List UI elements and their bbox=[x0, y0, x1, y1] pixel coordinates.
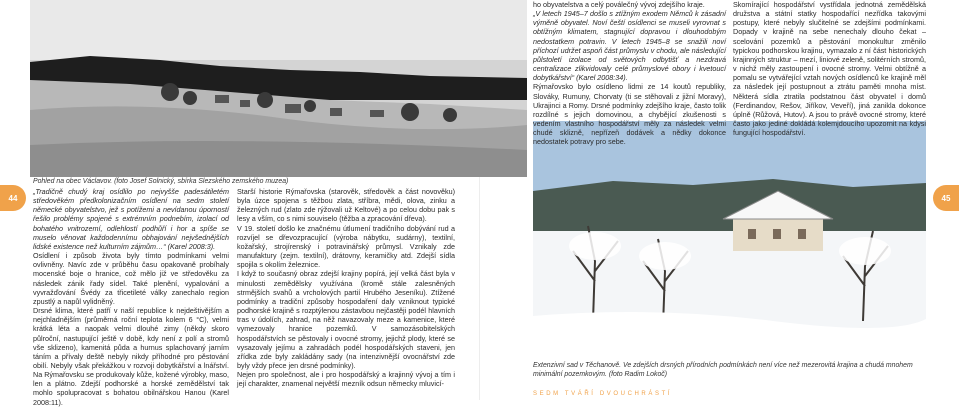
photo-winter-orchard bbox=[533, 121, 926, 356]
paragraph: Osídlení i způsob života byly tímto podmínkami velmi ovlivněny. Navíc zde v průběhu času opakovaně probíhaly mocenské boje o hranice, což mělo již ve středověku za následek zánik řady sídel. Také plenění, vypalování a vyvražďování Švédy za třicetileté války zanechalo region zpustlý a napůl vylidněný. bbox=[33, 251, 229, 306]
paragraph: Drsné klima, které patří v naší republice k nejdeštivějším a nejchladnějším (průměrná roční teplota kolem 6 °C), velmi krátká léta a naopak velmi dlouhé zimy (někdy skoro půlroční, nastupující ještě v době, kdy není z polí a stromů vše sklizeno), kamenitá půda a hurnus splachovaný jarním táním a přívaly deště nebyly nikdy příhodné pro pěstování obilí. Nebyly však překážkou v rozvoji dobytkářství a lnářství. Na Rýmařovsku se produkovaly kůže, kožené výrobky, maso, len a plátno. Zdejší podhorské a horské zemědělství tak mohlo spolupracovat s bohatou obilnářskou Hanou (Karel 2008:11). bbox=[33, 306, 229, 407]
quote-paragraph: „V letech 1945–7 došlo s ztížným exodem Němců k zásadní výměně obyvatel. Noví čeští osídlenci se museli vyrovnat s obtížným klimatem, stagnující dopravou i dlouhodobým nedostatkem potravin. V letech 1945–8 se snažili noví příchozí udržet aspoň část průmyslu v chodu, ale následující půlstoletí izolace od světových odbytišť a nezdravá centralizace zlikvidovaly celé průmyslové obory i kvetoucí dobytkářství“ (Karel 2008:34). bbox=[533, 9, 726, 83]
paragraph: Nejen pro společnost, ale i pro hospodářský a krajinný vývoj a tím i její charakter, znamenal největší mezník odsun německy mluvicí- bbox=[237, 370, 455, 389]
text-column-top-left bbox=[533, 0, 726, 147]
paragraph: Rýmařovsko bylo osídleno lidmi ze 14 koutů republiky, Slováky, Rumuny, Chorvaty (ti se stěhovali z jižní Moravy), Ukrajinci a Romy. Drsné podmínky zdejšího kraje, často tolik rozdílné s jejich domovinou, a chybějící zkušenosti s vedením vlastního hospodářství měly za následek velmi chudé sklizně, nepřízeň dodávek a nědky dokonce nedostatek potravy pro sebe. bbox=[533, 82, 726, 147]
footer-running-title: SEDM TVÁŘÍ DVOUCHRÁSTÍ bbox=[533, 391, 673, 397]
quote-paragraph: „Tradičně chudý kraj osídlilo po nejvyšše padesátiletém středověkém předkolonizačním osídlení na sedm století německé obyvatelstvo, jež s potížemi a nevídanou úporností řešilo problémy spojené s extrémním podnebím, izolací od bohatého vnitrozemí, odlehlostí podhůří i hor a spíše se muselo věnovat každodennímu obhajování nejvšednějších lidské existence než kulturním zájmům…“ (Karel 2008:3). bbox=[33, 187, 229, 251]
page-number-left: 44 bbox=[0, 185, 26, 211]
text-column-bottom-left bbox=[33, 187, 229, 407]
paragraph: ho obyvatelstva a celý poválečný vývoj zdejšího kraje. bbox=[533, 0, 705, 9]
photo-caption-right: Extenzivní sad v Těchanově. Ve zdejších drsných přírodních podmínkách není více než mezerovitá krajina a chudá mnohem minimální pozemkovým. (foto Radim Lokoč) bbox=[533, 362, 913, 378]
paragraph: V 19. století došlo ke značnému útlumení tradičního dobývání rud a rozvíjel se dřevozpracující (výroba nábytku, sudárny), textilní, kožařský, strojírenský i potravinářský průmysl. Vznikaly zde manufaktury (zejm. textilní), drátovny, keramičky atd. Zdejší sídla spojila s okolím železnice. bbox=[237, 223, 455, 270]
paragraph: Starší historie Rýmařovska (starověk, středověk a část novověku) byla úzce spojena s těžbou zlata, stříbra, mědi, olova, zinku a železných rud (zlato zde rýžovali už Keltové) a po celou dobu pak s lesy a vším, co s nimi souviselo (těžba a zpracování dřeva). bbox=[237, 187, 455, 224]
page-number-right: 45 bbox=[933, 185, 959, 211]
paragraph: Skomírající hospodářství vystřídala jednotná zemědělská družstva a státní statky hospodařící nezřídka takovými postupy, které nebyly slučitelné se zdejšími podmínkami. Dopady v krajině na sebe nenechaly dlouho čekat – scelování pozemků a pěstování monokultur změnilo typickou podhorskou krajinu, vymazalo z ní část historických krajinných struktur – mezí, liniové zeleně, solitérních stromů, v nichž měly zastoupení i ovocné stromy. Velmi obtížně a pomalu se vytvářející vztah nových osídlenců ke krajině měl za následek její postupnout a ztrátu paměti mnoha míst. Některá sídla ztratila podstatnou část obyvatel i domů (Ferdinandov, Rešov, Jiříkov, Veveří), jiná zanikla dokonce úplně (Růžová, Hutov). A jsou to právě ovocné stromy, které často jako jediné dokládá kolemjdoucího upozornit na kdysi fungující hospodářství. bbox=[733, 0, 926, 138]
photo-vaclavov-landscape bbox=[30, 0, 527, 177]
text-column-top-right bbox=[733, 0, 926, 137]
photo-caption-left: Pohled na obec Václavov. (foto Josef Solnický, sbírka Slezského zemského muzea) bbox=[33, 178, 289, 185]
text-column-bottom-middle bbox=[237, 187, 455, 388]
paragraph: I když to současný obraz zdejší krajiny popírá, její velká část byla v minulosti zemědělsky využívána (kromě stále zalesněných strmějších svahů a vrcholových partií Hrubého Jeseníku). Ztížené podmínky a tradiční způsoby hospodaření daly vzniknout typické podhorské krajině s rozptýlenou zástavbou nejčastěji podél hlavních tras v údolích, zahrad, na něž navazovaly meze a kamenice, které vymezovaly hranice pozemků. V samozásobitelských hospodářstvích se pěstovaly i ovocné stromy, jejichž plody, které se vysazovaly jejímu a zahradách podél hospodářských staveni, jen zřídka zde byly zakládány sady (na intenzivnější ovocnářství zde byly vždy přece jen drsné podmínky). bbox=[237, 269, 455, 370]
